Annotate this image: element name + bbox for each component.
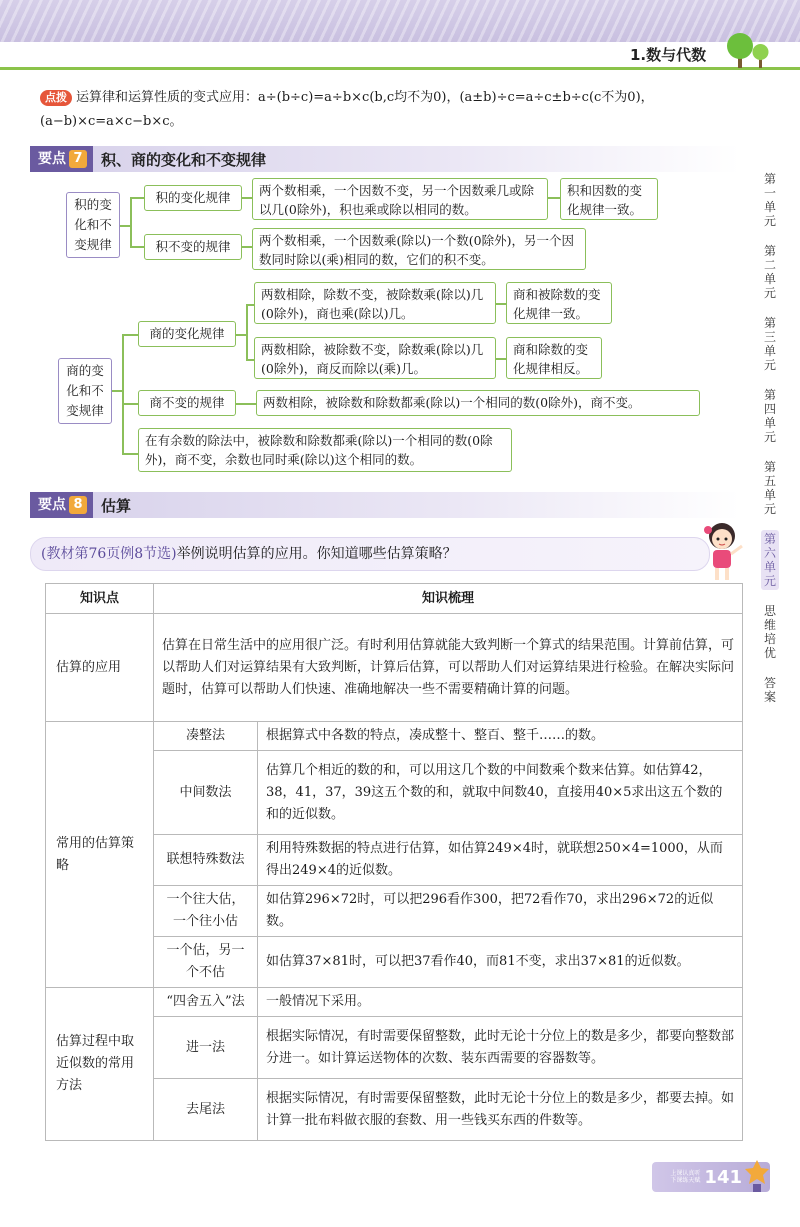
section-7-header (30, 146, 740, 172)
remainder-rule: 在有余数的除法中，被除数和除数都乘(除以)一个相同的数(0除外)，商不变，余数也同时乘(除以)这个相同的数。 (138, 428, 512, 472)
row-label-approx: 估算过程中取近似数的常用方法 (46, 988, 154, 1141)
question-bar (30, 537, 710, 571)
quotient-root: 商的变化和不变规律 (58, 358, 112, 424)
section-tag: 要点 8 (30, 492, 93, 518)
method-name: “四舍五入”法 (154, 988, 258, 1017)
quot-change-1-note: 商和被除数的变化规律一致。 (506, 282, 612, 324)
col-header-point: 知识点 (46, 584, 154, 614)
side-tab-2[interactable]: 第二单元 (763, 244, 776, 300)
table-header-row (46, 584, 743, 614)
prod-change-note: 积和因数的变化规律一致。 (560, 178, 658, 220)
footer-slogan-2: 下课练天赋 (670, 1177, 701, 1184)
question-text: 举例说明估算的应用。你知道哪些估算策略？ (176, 546, 457, 562)
col-header-summary: 知识梳理 (154, 584, 743, 614)
prod-invariant-label: 积不变的规律 (144, 234, 242, 260)
section-tag: 要点 7 (30, 146, 93, 172)
unit-side-tabs (758, 170, 782, 730)
page-number: 141 (704, 1166, 742, 1188)
side-tab-think[interactable]: 思维培优 (763, 604, 776, 660)
mascot-icon (744, 1158, 770, 1194)
product-root: 积的变化和不变规律 (66, 192, 120, 258)
strategy-name: 凑整法 (154, 722, 258, 751)
application-text: 估算在日常生活中的应用很广泛。有时利用估算就能大致判断一个算式的结果范围。计算前估算，可以帮助人们对运算结果有大致判断，计算后估算，可以帮助人们对运算结果进行检验。在解决实际问题时，估算可以帮助人们快速、准确地解决一些不需要精确计算的问题。 (154, 614, 743, 722)
strategy-text: 如估算296×72时，可以把296看作300，把72看作70，求出296×72的近似数。 (258, 886, 743, 937)
section-number: 7 (69, 150, 87, 168)
strategy-text: 如估算37×81时，可以把37看作40，而81不变，求出37×81的近似数。 (258, 937, 743, 988)
strategy-name: 中间数法 (154, 751, 258, 835)
strategy-name: 联想特殊数法 (154, 835, 258, 886)
top-band (0, 0, 800, 42)
tree-icon (722, 30, 772, 70)
strategy-name: 一个往大估，一个往小估 (154, 886, 258, 937)
tip-text: 运算律和运算性质的变式应用：a÷(b÷c)=a÷b×c(b,c均不为0)，(a±b)÷c=a÷c±b÷c(c不为0)，(a−b)×c=a×c−b×c。 (40, 90, 654, 129)
side-tab-answer[interactable]: 答案 (763, 676, 776, 704)
section-title: 积、商的变化和不变规律 (101, 150, 267, 169)
row-label-strategies: 常用的估算策略 (46, 722, 154, 988)
tip-badge: 点拨 (40, 90, 72, 106)
header-line (0, 67, 800, 70)
side-tab-4[interactable]: 第四单元 (763, 388, 776, 444)
strategy-name: 一个估，另一个不估 (154, 937, 258, 988)
chapter-title: 1.数与代数 (630, 46, 707, 64)
knowledge-table (45, 583, 743, 1141)
question-source: (教材第76页例8节选) (41, 546, 177, 562)
method-name: 进一法 (154, 1017, 258, 1079)
side-tab-6[interactable]: 第六单元 (761, 530, 779, 590)
section-title: 估算 (101, 496, 132, 515)
quot-invariant-text: 两数相除，被除数和除数都乘(除以)一个相同的数(0除外)，商不变。 (256, 390, 700, 416)
side-tab-1[interactable]: 第一单元 (763, 172, 776, 228)
prod-change-label: 积的变化规律 (144, 185, 242, 211)
method-text: 一般情况下采用。 (258, 988, 743, 1017)
strategy-text: 估算几个相近的数的和，可以用这几个数的中间数乘个数来估算。如估算42，38，41，37，39这五个数的和，就取中间数40，直接用40×5求出这五个数的和的近似数。 (258, 751, 743, 835)
quot-invariant-label: 商不变的规律 (138, 390, 236, 416)
method-text: 根据实际情况，有时需要保留整数，此时无论十分位上的数是多少，都要去掉。如计算一批布料做衣服的套数、用一些钱买东西的件数等。 (258, 1079, 743, 1141)
quot-change-2-note: 商和除数的变化规律相反。 (506, 337, 602, 379)
prod-change-text: 两个数相乘，一个因数不变，另一个因数乘几或除以几(0除外)，积也乘或除以相同的数。 (252, 178, 548, 220)
side-tab-5[interactable]: 第五单元 (763, 460, 776, 516)
table-row (46, 722, 743, 751)
strategy-text: 根据算式中各数的特点，凑成整十、整百、整千……的数。 (258, 722, 743, 751)
method-name: 去尾法 (154, 1079, 258, 1141)
method-text: 根据实际情况，有时需要保留整数，此时无论十分位上的数是多少，都要向整数部分进一。如计算运送物体的次数、装东西需要的容器数等。 (258, 1017, 743, 1079)
girl-mascot-icon (698, 520, 746, 582)
section-number: 8 (69, 496, 87, 514)
quot-change-1: 两数相除，除数不变，被除数乘(除以)几(0除外)，商也乘(除以)几。 (254, 282, 496, 324)
prod-invariant-text: 两个数相乘，一个因数乘(除以)一个数(0除外)，另一个因数同时除以(乘)相同的数，它们的积不变。 (252, 228, 586, 270)
strategy-text: 利用特殊数据的特点进行估算，如估算249×4时，就联想250×4=1000，从而得出249×4的近似数。 (258, 835, 743, 886)
quot-change-label: 商的变化规律 (138, 321, 236, 347)
side-tab-3[interactable]: 第三单元 (763, 316, 776, 372)
table-row (46, 614, 743, 722)
table-row (46, 988, 743, 1017)
section-8-header (30, 492, 740, 518)
row-label-application: 估算的应用 (46, 614, 154, 722)
quot-change-2: 两数相除，被除数不变，除数乘(除以)几(0除外)，商反而除以(乘)几。 (254, 337, 496, 379)
tip-paragraph (40, 86, 750, 134)
footer-slogan-1: 上课认真听 (670, 1170, 701, 1177)
